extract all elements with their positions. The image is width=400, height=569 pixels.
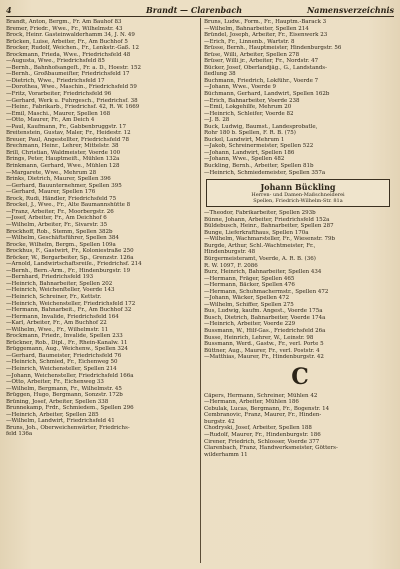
directory-entry: Buckel, Landwirt, Mehrum 1 (204, 136, 285, 143)
directory-entry: Chodryski, Josef, Arbeiter, Spellen 188 (204, 425, 312, 432)
directory-entry: —Gerhard, Werk u. Fuhrgesch., Friedrichsf. 38 (6, 97, 138, 104)
directory-entry: Buckling, Bernh., Arbeiter, Spellen 81b (204, 163, 314, 170)
directory-entry: Brockmann, Frieda, Wwe., Friedrichsfeld 48 (6, 51, 131, 58)
directory-entry: —Heinrich, Weichenſteller, Voerde 143 (6, 287, 115, 294)
directory-entry: Bus, Ludwig, kaufm. Angest., Voerde 175a (204, 308, 323, 315)
directory-entry: —Dorothea, Wwe., Maschin., Friedrichsfeld 59 (6, 84, 137, 91)
directory-entry: —Bernh., Großbaumeiſter, Friedrichsfeld 17 (6, 71, 130, 78)
ad-line-1: Herren- und Damen-Maßschneiderei (251, 192, 345, 199)
directory-entry: Brocker, Rudolf, Weichen., Fr., Lenkstr.-Gaß. 12 (6, 45, 140, 52)
directory-entry: —Bernh., Bahnhofsangeſt., Fr. a. D., Hoestr. 152 (6, 64, 141, 71)
directory-entry: Buchmann, Friedrich, Lokführ., Voerde 7 (204, 77, 319, 84)
directory-entry: Cirener, Friedrich, Schlosser, Voerde 377 (204, 438, 320, 445)
directory-entry: burgstr. 42 (204, 418, 235, 425)
directory-entry: Bruns, Ludw., Form., Fr., Hauptm.-Barack 3 (204, 19, 327, 25)
directory-entry: Bussmann, Werd., Gastw., Fr., verl. Porte 5 (204, 341, 324, 348)
directory-entry: —Erich, Fr., Linnenb., Wartstr. 8 (204, 38, 295, 45)
directory-entry: Burz, Heinrich, Bahnarbeiter, Spellen 434 (204, 269, 322, 276)
right-column-bottom (204, 210, 396, 361)
directory-entry: Brunnekamp, Frdr., Schmiedem., Spellen 296 (6, 405, 134, 412)
directory-entry: —Heinrich, Schmied, Fr., Eichenweg 50 (6, 359, 118, 366)
directory-entry: —Hermann, Fräger, Spellen 465 (204, 275, 295, 282)
directory-entry: —Wilhelm, Bergmann, Fr., Wilhelmstr. 45 (6, 385, 122, 392)
directory-entry: —Hermann, Bäcker, Spellen 476 (204, 282, 295, 289)
column-divider (200, 18, 201, 563)
directory-entry: —Heinrich, Weichensteller, Friedrichsfeld 172 (6, 300, 136, 307)
directory-entry: —Matthias, Maurer, Fr., Hindenburgstr. 42 (204, 354, 324, 361)
directory-entry: Brückner, Rob., Dipl., Fr., Rhein-Kanalw. 11 (6, 339, 128, 346)
directory-entry: Brockmann, Friedr., Invalide, Spellen 233 (6, 333, 123, 340)
directory-entry: Cembranovic, Franz, Maurer, Fr., Hinden- (204, 412, 322, 419)
directory-entry: Cäpers, Hermann, Schreiner, Mühlen 42 (204, 392, 318, 399)
directory-entry: —Wilhelm, Bahnarbeiter, Spellen 214 (204, 25, 309, 32)
directory-entry: —Wilhelm, Geschäftsführer, Spellen 384 (6, 235, 119, 242)
directory-entry: R. W. 1097, F. 2086 (204, 262, 258, 269)
directory-entry: Brocke, Wilhelm, Bergm., Spellen 109a (6, 241, 116, 248)
directory-entry: Bröcker, W., Bergarbeiter, Sp., Grenzstr. 126a (6, 254, 134, 261)
directory-entry: —Heinrich, Arbeiter, Spellen 285 (6, 411, 99, 418)
directory-entry: Clarenbach, Franz, Handwerksmeister, Götters- (204, 445, 338, 452)
directory-entry: Breuer, Paul, Angestellter, Friedrichsfeld 78 (6, 136, 129, 143)
directory-entry: Brüser, Willi jr., Arbeiter, Fr., Nordstr. 47 (204, 58, 319, 65)
directory-entry: —Rudolf, Maurer, Fr., Hindenburgstr. 186 (204, 431, 321, 438)
directory-entry: —Johann, Landwirt, Spellen 186 (204, 149, 295, 156)
directory-entry: —Josef, Arbeiter, Fr., Am Deichhof 6 (6, 215, 107, 222)
directory-entry: —Karl, Arbeiter, Fr., Am Buchhof 22 (6, 320, 107, 327)
directory-entry: —J. B. 28 (204, 117, 230, 124)
directory-entry: Brücken, Luise, Arbeiter, Fr., Am Buchhof 5 (6, 38, 128, 45)
directory-entry: Bremer, Friedr., Wwe., Fr., Wilhelmstr. 43 (6, 25, 123, 32)
header-section: Namensverzeichnis (306, 5, 394, 15)
directory-entry: Brockhus, F., Gastwirt, Fr., Koloniestraße 250 (6, 248, 134, 255)
directory-entry: Büttner, Aug., Maurer, Fr., verl. Poststr. 4 (204, 347, 320, 354)
directory-entry: Bürgermeisteramt, Voerde, A. R. B. (36) (204, 255, 316, 262)
directory-entry: —Emil, Maschi., Maurer, Spellen 168 (6, 110, 111, 117)
advertisement-box (206, 179, 390, 207)
directory-entry: Brandt, Anton, Bergm., Fr. Am Bauhof 83 (6, 19, 122, 25)
directory-entry: Cebulak, Lucas, Bergmann, Fr., Bogenstr. 14 (204, 405, 330, 412)
directory-entry: —Paul, Kaufmann, Fr., Gabbenbruggstr. 17 (6, 123, 126, 130)
directory-entry: —Fritz, Vorarbeiter, Friedrichsfeld 96 (6, 91, 112, 98)
directory-entry: ſiedlung 38 (204, 71, 236, 78)
directory-entry: Bussmann, W., Hilf-Gas., Friedrichsfeld 26a (204, 327, 326, 334)
directory-entry: Bründel, Joseph, Arbeiter, Fr., Eisenwerk 23 (204, 32, 328, 39)
directory-entry: —Heinrich, Weichensteller, Spellen 214 (6, 365, 117, 372)
directory-entry: —Margarete, Wwe., Mehrum 28 (6, 169, 97, 176)
directory-entry: —Bernhard, Friedrichsfeld 193 (6, 274, 94, 281)
directory-entry: —Augusta, Wwe., Friedrichsfeld 85 (6, 58, 105, 65)
directory-entry: —Johann, Wwe., Spellen 482 (204, 156, 285, 163)
right-column-c-section (204, 393, 396, 458)
directory-entry: —Emil, Lokgehilfe, Mehrum 20 (204, 104, 292, 111)
directory-entry: Büchmann, Gerhard, Landwirt, Spellen 162b (204, 91, 330, 98)
directory-entry: Brockel, J., Wwe., Fr., Alte Baumannshütte 8 (6, 202, 131, 209)
page-header (6, 3, 394, 17)
directory-entry: —Dietrich, Wwe., Friedrichsfeld 17 (6, 77, 105, 84)
directory-entry: —Bernh., Bern.-Arm., Fr., Hindenburgstr. 19 (6, 267, 131, 274)
directory-entry: —Hermann, Arbeiter, Mühlen 186 (204, 399, 299, 406)
directory-entry: —Otto, Maurer, Fr., Am Deich 4 (6, 117, 95, 124)
directory-entry: Brinkmann, Gerhard, Wwe., Mühlen 128 (6, 163, 120, 170)
directory-entry: Bruns, Joh., Oberweichenwärter, Friedrichs- (6, 424, 130, 431)
directory-entry: —Jakob, Schreinermeister, Spellen 522 (204, 143, 314, 150)
directory-entry: Buck, Ludwig, Baumst., Landesprobatle, (204, 123, 318, 130)
directory-entry: —Heinrich, Arbeiter, Voerde 229 (204, 321, 296, 328)
header-rule (6, 16, 394, 17)
directory-entry: Hindenburgstr. 48 (204, 249, 256, 256)
directory-entry: —Heinrich, Schmiedemeister, Spellen 357a (204, 169, 326, 176)
directory-entry: Breitenstein, Gustav, Maler, Fr., Heidestr. 12 (6, 130, 131, 137)
directory-entry: wilderhamm 11 (204, 451, 248, 458)
directory-entry: Brüggemann, Aug., Weichenw., Spellen 324 (6, 346, 128, 353)
directory-entry: —Wilhelm, Arbeiter, Fr., Sivarstr. 35 (6, 221, 108, 228)
directory-entry: —Theodor, Fabrikarbeiter, Spellen 293b (204, 210, 316, 217)
directory-entry: —Heinrich, Schleifer, Voerde 82 (204, 110, 294, 117)
directory-entry: —Hermann, Schuhmachermstr., Spellen 472 (204, 288, 329, 295)
directory-entry: Burgde, Arthur, Schl.-Wachtmeister, Fr., (204, 242, 316, 249)
directory-entry: —Hermann, Invalide, Friedrichsfeld 164 (6, 313, 119, 320)
directory-entry: Brechmann, Heinr., Lehrer, Mittelstr. 38 (6, 143, 119, 150)
section-letter: C (291, 363, 309, 390)
directory-entry: —Hermann, Bahnarbeit., Fr., Am Buchhof 32 (6, 307, 132, 314)
directory-entry: Brock, Heinr. Gasteinwalderhamm 34, J. N. 49 (6, 32, 135, 39)
directory-entry: Brüse, Willi, Arbeiter, Spellen 278 (204, 51, 300, 58)
right-column (204, 19, 396, 458)
directory-entry: —Gerhard, Bauunternehmer, Spellen 395 (6, 182, 122, 189)
directory-entry: Brings, Peter, Hauptmeiſt., Mühlen 132a (6, 156, 120, 163)
directory-entry: Rohr 180 b. Spellen, F. R. B. (75) (204, 130, 296, 137)
directory-entry: Brinks, Dietrich, Maurer, Spellen 396 (6, 176, 111, 183)
directory-entry: —Johann, Weichensteller, Friedrichsfeld 166a (6, 372, 134, 379)
header-title: Brandt — Clarenbach (146, 5, 243, 15)
directory-entry: Brüggen, Hugo, Bergmann, Sonzstr. 172b (6, 392, 123, 399)
directory-entry: Bunge, Lieferkrafthaus, Spellen 170a (204, 229, 309, 236)
directory-entry: —Otto, Arbeiter, Fr., Eichenweg 33 (6, 379, 104, 386)
ad-line-2: Spellen, Friedrich-Wilhelm-Str. 81a (253, 198, 343, 205)
directory-entry: —Wilhelm, Schiffer, Spellen 275 (204, 301, 294, 308)
directory-entry: Bücker, Josef, Oberlandjäg., G., Landstands- (204, 64, 327, 71)
directory-entry: —Wilhelm, Wachmarsteller, Fr., Wiesenstr. 79b (204, 236, 335, 243)
directory-entry: —Franz, Arbeiter, Fr., Moorbergstr. 26 (6, 208, 114, 215)
directory-entry: Brüsse, Bernh., Hauptmeister, Hindenburgstr. 56 (204, 45, 342, 52)
directory-entry: Brockhoff, Rob., Stemm, Spellen 382b (6, 228, 113, 235)
directory-entry: Büldebusch, Heinr., Bahnarbeiter, Spellen 287 (204, 223, 334, 230)
ad-name: Johann Bückling (260, 182, 336, 193)
directory-entry: Brock, Rudi, Händler, Friedrichsfeld 75 (6, 195, 117, 202)
directory-entry: Brüning, Josef, Arbeiter, Spellen 338 (6, 398, 109, 405)
directory-entry: —Heinr., Fabrikarb., Friedrichsf. 42, R. W. 1669 (6, 104, 140, 111)
directory-entry: —Gerhard, Maurer, Spellen 176 (6, 189, 96, 196)
left-column (6, 19, 196, 438)
directory-entry: —Wilhelm, Wwe., Fr., Wilhelmstr. 11 (6, 326, 109, 333)
directory-entry: —Arnold, Landwirtschaftsreiſe., Friedrichsf. 214 (6, 261, 142, 268)
directory-entry: —Wilhelm, Landwirt, Friedrichsfeld 41 (6, 418, 115, 425)
directory-entry: Busch, Dietrich, Bahnarbeiter, Voerde 174a (204, 314, 326, 321)
directory-entry: Brill, Christian, Waldmeister, Voerde 100 (6, 149, 121, 156)
directory-entry: feld 136a (6, 431, 33, 438)
directory-entry: Bünne, Johann, Arbeiter, Friedrichsfeld 152a (204, 216, 330, 223)
directory-entry: —Gerhard, Baumeister, Friedrichsfeld 76 (6, 352, 122, 359)
right-column-top (204, 19, 396, 176)
directory-entry: —Erich, Bahnarbeiter, Voerde 238 (204, 97, 300, 104)
directory-entry: Busse, Heinrich, Lehrer, W., Leinstr. 98 (204, 334, 314, 341)
directory-entry: —Johann, Wäcker, Spellen 472 (204, 295, 290, 302)
page-number: 4 (6, 5, 12, 15)
directory-entry: —Johann, Wwe., Voerde 9 (204, 84, 276, 91)
directory-entry: —Heinrich, Schreiner, Fr., Kettstr. (6, 293, 102, 300)
directory-entry: —Heinrich, Bahnarbeiter, Spellen 202 (6, 280, 113, 287)
